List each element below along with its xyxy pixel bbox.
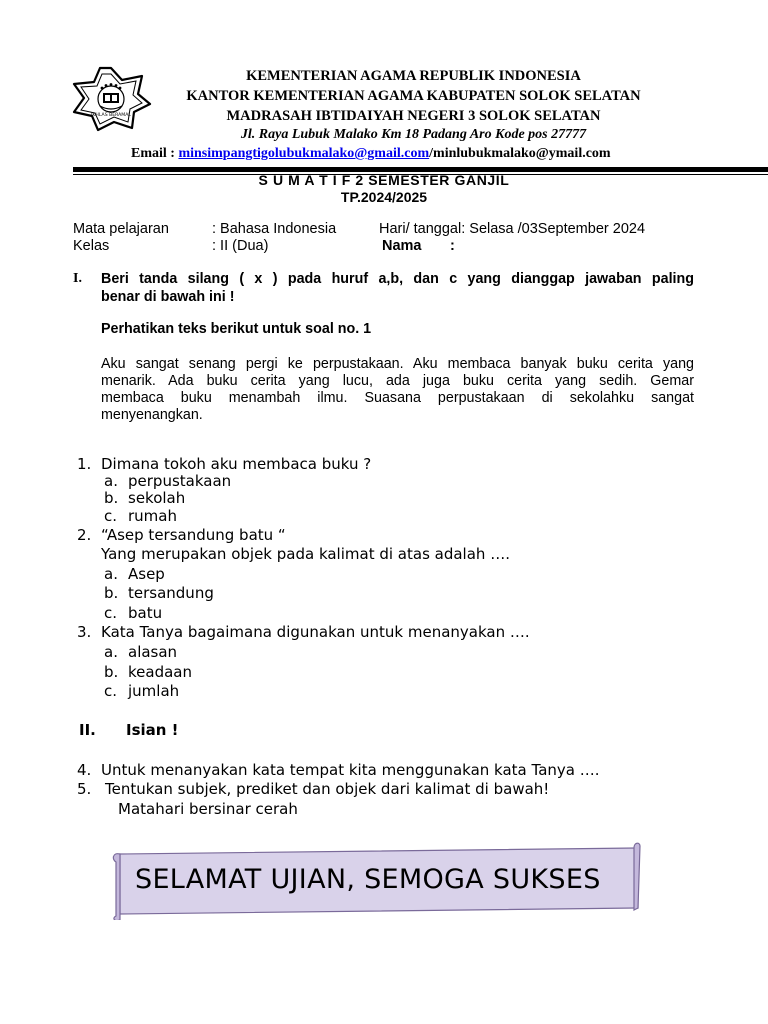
option-letter: a. xyxy=(104,565,118,583)
question-number: 2. xyxy=(77,526,92,544)
class-label: Kelas xyxy=(73,238,110,254)
header-address: Jl. Raya Lubuk Malako Km 18 Padang Aro Kode pos 27777 xyxy=(240,127,587,142)
section1-number: I. xyxy=(73,271,82,286)
passage-line1: Aku sangat senang pergi ke perpustakaan. Aku membaca banyak buku cerita yang xyxy=(101,356,694,372)
question-text: Kata Tanya bagaimana digunakan untuk menanyakan …. xyxy=(101,623,530,641)
option-text: rumah xyxy=(128,507,177,525)
option-text: tersandung xyxy=(128,584,214,602)
section2-title: Isian ! xyxy=(126,721,179,739)
header-office: KANTOR KEMENTERIAN AGAMA KABUPATEN SOLOK SELATAN xyxy=(186,88,641,104)
question-number: 1. xyxy=(77,455,92,473)
option-letter: a. xyxy=(104,643,118,661)
section1-instruction-line2: benar di bawah ini ! xyxy=(101,289,235,305)
date-label: Hari/ tanggal: Selasa /03September 2024 xyxy=(379,221,646,237)
option-letter: b. xyxy=(104,584,119,602)
option-letter: b. xyxy=(104,489,119,507)
header-email-row xyxy=(131,146,611,162)
option-text: Asep xyxy=(128,565,165,583)
header-school: MADRASAH IBTIDAIYAH NEGERI 3 SOLOK SELATAN xyxy=(226,108,601,124)
section1-instruction-line1: Beri tanda silang ( x ) pada huruf a,b, dan c yang dianggap jawaban paling xyxy=(101,271,694,287)
class-value: : II (Dua) xyxy=(212,238,269,254)
option-text: keadaan xyxy=(128,663,192,681)
option-letter: c. xyxy=(104,682,118,700)
name-colon: : xyxy=(450,238,455,254)
question-sentence: Matahari bersinar cerah xyxy=(118,800,298,818)
option-letter: c. xyxy=(104,604,118,622)
passage-line3: membaca buku menambah ilmu. Suasana perpustakaan di sekolahku sangat xyxy=(101,390,694,406)
question-text: “Asep tersandung batu “ xyxy=(101,526,286,544)
email-alt: /minlubukmalako@ymail.com xyxy=(429,146,611,161)
question-text: Tentukan subjek, prediket dan objek dari kalimat di bawah! xyxy=(105,780,550,798)
question-text: Dimana tokoh aku membaca buku ? xyxy=(101,455,372,473)
subject-value: : Bahasa Indonesia xyxy=(212,221,337,237)
header-ministry: KEMENTERIAN AGAMA REPUBLIK INDONESIA xyxy=(246,68,581,84)
exam-title: S U M A T I F 2 SEMESTER GANJIL xyxy=(258,172,510,188)
option-text: alasan xyxy=(128,643,178,661)
email-label: Email : xyxy=(131,146,179,161)
question-text: Untuk menanyakan kata tempat kita menggunakan kata Tanya …. xyxy=(101,761,600,779)
question-number: 5. xyxy=(77,780,92,798)
option-text: jumlah xyxy=(128,682,180,700)
question-text-line2: Yang merupakan objek pada kalimat di atas adalah …. xyxy=(101,545,510,563)
banner-text: SELAMAT UJIAN, SEMOGA SUKSES xyxy=(135,864,601,895)
email-link[interactable]: minsimpangtigolubukmalako@gmail.com xyxy=(178,146,430,161)
exam-year: TP.2024/2025 xyxy=(340,189,428,205)
question-number: 4. xyxy=(77,761,92,779)
question-number: 3. xyxy=(77,623,92,641)
logo-motto: IKHLAS BERAMAL xyxy=(91,113,131,118)
option-text: sekolah xyxy=(128,489,186,507)
option-letter: a. xyxy=(104,472,118,490)
passage-heading: Perhatikan teks berikut untuk soal no. 1 xyxy=(101,321,372,337)
option-letter: b. xyxy=(104,663,119,681)
option-letter: c. xyxy=(104,507,118,525)
subject-label: Mata pelajaran xyxy=(73,221,169,237)
passage-line4: menyenangkan. xyxy=(101,407,203,423)
option-text: batu xyxy=(128,604,163,622)
name-label: Nama xyxy=(382,238,422,254)
passage-line2: menarik. Ada buku cerita yang lucu, ada juga buku cerita yang sedih. Gemar xyxy=(101,373,694,389)
option-text: perpustakaan xyxy=(128,472,232,490)
section2-number: II. xyxy=(79,721,96,739)
